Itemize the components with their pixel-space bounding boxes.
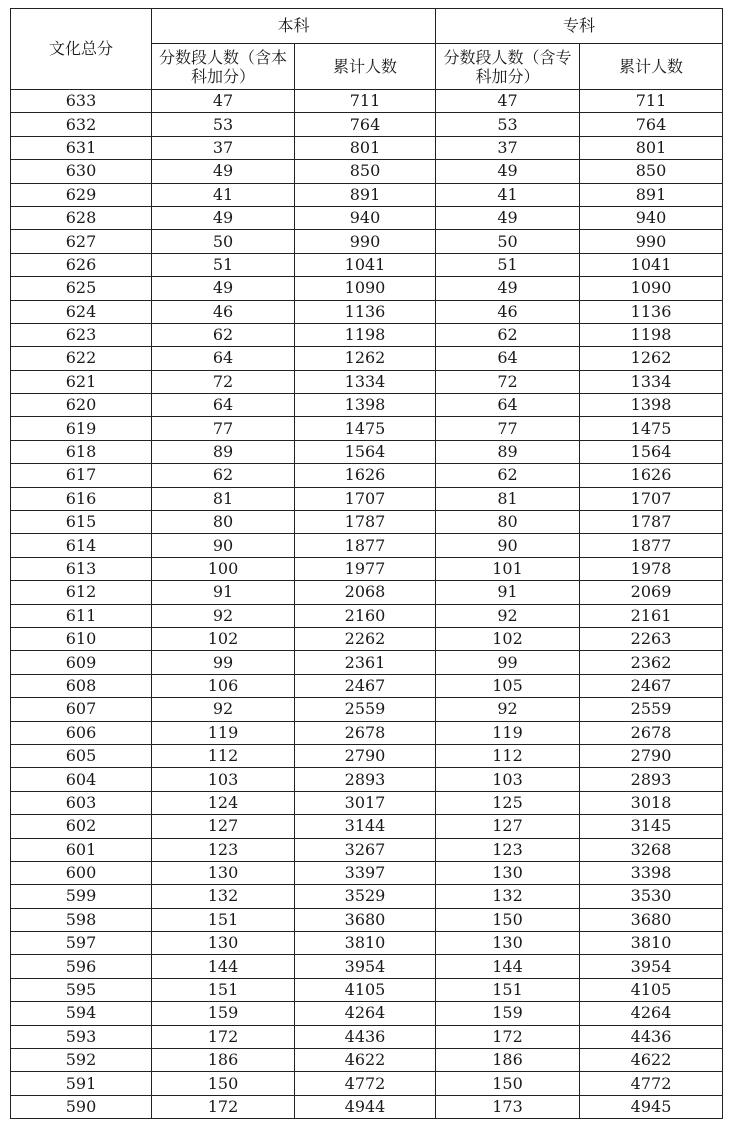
- score-cell: 590: [11, 1095, 152, 1118]
- table-row: [11, 1049, 723, 1072]
- undergrad-cumulative-cell: 3397: [295, 861, 436, 884]
- table-row: [11, 885, 723, 908]
- undergrad-cumulative-cell: 2160: [295, 604, 436, 627]
- undergrad-band-cell: 130: [152, 932, 295, 955]
- table-row: [11, 487, 723, 510]
- table-row: [11, 978, 723, 1001]
- junior-cumulative-cell: 3398: [580, 861, 723, 884]
- junior-band-cell: 101: [436, 557, 580, 580]
- undergrad-band-cell: 102: [152, 627, 295, 650]
- junior-band-cell: 77: [436, 417, 580, 440]
- junior-band-cell: 159: [436, 1002, 580, 1025]
- junior-cumulative-cell: 3530: [580, 885, 723, 908]
- undergrad-cumulative-cell: 2790: [295, 744, 436, 767]
- undergrad-cumulative-cell: 2559: [295, 698, 436, 721]
- junior-band-cell: 64: [436, 394, 580, 417]
- undergrad-band-cell: 62: [152, 464, 295, 487]
- junior-band-cell: 37: [436, 136, 580, 159]
- undergrad-cumulative-cell: 4264: [295, 1002, 436, 1025]
- score-cell: 594: [11, 1002, 152, 1025]
- score-cell: 593: [11, 1025, 152, 1048]
- undergrad-band-cell: 46: [152, 300, 295, 323]
- table-row: [11, 791, 723, 814]
- junior-cumulative-cell: 764: [580, 113, 723, 136]
- score-cell: 628: [11, 206, 152, 229]
- junior-cumulative-cell: 891: [580, 183, 723, 206]
- undergrad-band-cell: 64: [152, 394, 295, 417]
- table-row: [11, 651, 723, 674]
- junior-band-cell: 92: [436, 698, 580, 721]
- table-row: [11, 440, 723, 463]
- table-row: [11, 721, 723, 744]
- undergrad-cumulative-cell: 2678: [295, 721, 436, 744]
- junior-band-cell: 49: [436, 206, 580, 229]
- undergrad-cumulative-cell: 4622: [295, 1049, 436, 1072]
- junior-cumulative-cell: 1136: [580, 300, 723, 323]
- header-undergrad-cumulative: 累计人数: [295, 44, 436, 90]
- table-row: [11, 744, 723, 767]
- table-row: [11, 183, 723, 206]
- undergrad-cumulative-cell: 2893: [295, 768, 436, 791]
- undergrad-band-cell: 150: [152, 1072, 295, 1095]
- undergrad-band-cell: 53: [152, 113, 295, 136]
- undergrad-cumulative-cell: 1198: [295, 323, 436, 346]
- header-junior-band: 分数段人数（含专科加分）: [436, 44, 580, 90]
- junior-cumulative-cell: 1877: [580, 534, 723, 557]
- table-row: [11, 464, 723, 487]
- junior-band-cell: 103: [436, 768, 580, 791]
- score-cell: 608: [11, 674, 152, 697]
- table-row: [11, 674, 723, 697]
- table-row: [11, 136, 723, 159]
- table-row: [11, 932, 723, 955]
- undergrad-cumulative-cell: 940: [295, 206, 436, 229]
- header-undergrad-band: 分数段人数（含本科加分）: [152, 44, 295, 90]
- junior-cumulative-cell: 2362: [580, 651, 723, 674]
- table-row: [11, 113, 723, 136]
- score-cell: 632: [11, 113, 152, 136]
- undergrad-band-cell: 186: [152, 1049, 295, 1072]
- score-cell: 624: [11, 300, 152, 323]
- score-cell: 614: [11, 534, 152, 557]
- undergrad-cumulative-cell: 4105: [295, 978, 436, 1001]
- junior-cumulative-cell: 3145: [580, 815, 723, 838]
- table-row: [11, 557, 723, 580]
- score-cell: 612: [11, 581, 152, 604]
- score-cell: 603: [11, 791, 152, 814]
- table-row: [11, 206, 723, 229]
- undergrad-band-cell: 41: [152, 183, 295, 206]
- junior-band-cell: 53: [436, 113, 580, 136]
- junior-band-cell: 49: [436, 160, 580, 183]
- score-cell: 600: [11, 861, 152, 884]
- undergrad-band-cell: 127: [152, 815, 295, 838]
- undergrad-cumulative-cell: 3680: [295, 908, 436, 931]
- junior-band-cell: 173: [436, 1095, 580, 1118]
- score-cell: 592: [11, 1049, 152, 1072]
- undergrad-band-cell: 49: [152, 277, 295, 300]
- header-score: 文化总分: [11, 9, 152, 90]
- junior-cumulative-cell: 1978: [580, 557, 723, 580]
- undergrad-band-cell: 112: [152, 744, 295, 767]
- junior-band-cell: 51: [436, 253, 580, 276]
- undergrad-cumulative-cell: 1090: [295, 277, 436, 300]
- junior-band-cell: 49: [436, 277, 580, 300]
- junior-band-cell: 186: [436, 1049, 580, 1072]
- table-row: [11, 908, 723, 931]
- score-cell: 616: [11, 487, 152, 510]
- junior-band-cell: 130: [436, 932, 580, 955]
- undergrad-band-cell: 49: [152, 206, 295, 229]
- undergrad-band-cell: 144: [152, 955, 295, 978]
- undergrad-cumulative-cell: 1787: [295, 511, 436, 534]
- undergrad-band-cell: 151: [152, 908, 295, 931]
- undergrad-cumulative-cell: 1398: [295, 394, 436, 417]
- junior-band-cell: 91: [436, 581, 580, 604]
- junior-band-cell: 89: [436, 440, 580, 463]
- undergrad-cumulative-cell: 990: [295, 230, 436, 253]
- undergrad-cumulative-cell: 764: [295, 113, 436, 136]
- score-cell: 620: [11, 394, 152, 417]
- undergrad-band-cell: 51: [152, 253, 295, 276]
- undergrad-cumulative-cell: 801: [295, 136, 436, 159]
- table-row: [11, 955, 723, 978]
- undergrad-cumulative-cell: 1564: [295, 440, 436, 463]
- undergrad-band-cell: 106: [152, 674, 295, 697]
- junior-band-cell: 72: [436, 370, 580, 393]
- junior-cumulative-cell: 3018: [580, 791, 723, 814]
- table-row: [11, 300, 723, 323]
- undergrad-cumulative-cell: 3267: [295, 838, 436, 861]
- junior-band-cell: 62: [436, 464, 580, 487]
- junior-cumulative-cell: 1262: [580, 347, 723, 370]
- junior-band-cell: 150: [436, 908, 580, 931]
- table-row: [11, 90, 723, 113]
- table-header: [11, 9, 723, 90]
- score-cell: 611: [11, 604, 152, 627]
- score-cell: 627: [11, 230, 152, 253]
- undergrad-band-cell: 99: [152, 651, 295, 674]
- undergrad-band-cell: 130: [152, 861, 295, 884]
- junior-band-cell: 150: [436, 1072, 580, 1095]
- score-cell: 613: [11, 557, 152, 580]
- junior-cumulative-cell: 1090: [580, 277, 723, 300]
- undergrad-band-cell: 132: [152, 885, 295, 908]
- junior-cumulative-cell: 940: [580, 206, 723, 229]
- junior-cumulative-cell: 3810: [580, 932, 723, 955]
- junior-cumulative-cell: 3680: [580, 908, 723, 931]
- junior-band-cell: 102: [436, 627, 580, 650]
- junior-cumulative-cell: 2559: [580, 698, 723, 721]
- score-cell: 623: [11, 323, 152, 346]
- junior-cumulative-cell: 1475: [580, 417, 723, 440]
- junior-band-cell: 80: [436, 511, 580, 534]
- undergrad-cumulative-cell: 1626: [295, 464, 436, 487]
- junior-band-cell: 99: [436, 651, 580, 674]
- table-row: [11, 160, 723, 183]
- junior-band-cell: 105: [436, 674, 580, 697]
- undergrad-cumulative-cell: 1334: [295, 370, 436, 393]
- score-cell: 605: [11, 744, 152, 767]
- junior-cumulative-cell: 801: [580, 136, 723, 159]
- header-junior-cumulative: 累计人数: [580, 44, 723, 90]
- undergrad-band-cell: 50: [152, 230, 295, 253]
- undergrad-cumulative-cell: 850: [295, 160, 436, 183]
- undergrad-cumulative-cell: 1041: [295, 253, 436, 276]
- junior-band-cell: 62: [436, 323, 580, 346]
- undergrad-band-cell: 81: [152, 487, 295, 510]
- junior-cumulative-cell: 3954: [580, 955, 723, 978]
- table-row: [11, 323, 723, 346]
- junior-band-cell: 81: [436, 487, 580, 510]
- undergrad-cumulative-cell: 1877: [295, 534, 436, 557]
- junior-cumulative-cell: 1564: [580, 440, 723, 463]
- junior-band-cell: 172: [436, 1025, 580, 1048]
- undergrad-cumulative-cell: 2361: [295, 651, 436, 674]
- junior-band-cell: 92: [436, 604, 580, 627]
- junior-cumulative-cell: 2069: [580, 581, 723, 604]
- junior-band-cell: 112: [436, 744, 580, 767]
- undergrad-band-cell: 72: [152, 370, 295, 393]
- undergrad-cumulative-cell: 711: [295, 90, 436, 113]
- score-cell: 615: [11, 511, 152, 534]
- junior-cumulative-cell: 1787: [580, 511, 723, 534]
- junior-cumulative-cell: 2161: [580, 604, 723, 627]
- table-row: [11, 861, 723, 884]
- undergrad-band-cell: 49: [152, 160, 295, 183]
- undergrad-cumulative-cell: 2262: [295, 627, 436, 650]
- table-row: [11, 838, 723, 861]
- undergrad-band-cell: 172: [152, 1095, 295, 1118]
- junior-cumulative-cell: 1334: [580, 370, 723, 393]
- undergrad-band-cell: 91: [152, 581, 295, 604]
- table-row: [11, 230, 723, 253]
- score-cell: 622: [11, 347, 152, 370]
- table-row: [11, 394, 723, 417]
- junior-cumulative-cell: 4105: [580, 978, 723, 1001]
- junior-cumulative-cell: 2893: [580, 768, 723, 791]
- undergrad-band-cell: 92: [152, 604, 295, 627]
- junior-cumulative-cell: 1398: [580, 394, 723, 417]
- score-cell: 602: [11, 815, 152, 838]
- undergrad-band-cell: 37: [152, 136, 295, 159]
- undergrad-band-cell: 151: [152, 978, 295, 1001]
- undergrad-cumulative-cell: 1136: [295, 300, 436, 323]
- table-row: [11, 417, 723, 440]
- score-cell: 595: [11, 978, 152, 1001]
- junior-band-cell: 46: [436, 300, 580, 323]
- score-cell: 610: [11, 627, 152, 650]
- undergrad-band-cell: 89: [152, 440, 295, 463]
- table-row: [11, 347, 723, 370]
- junior-cumulative-cell: 2790: [580, 744, 723, 767]
- undergrad-band-cell: 80: [152, 511, 295, 534]
- undergrad-band-cell: 172: [152, 1025, 295, 1048]
- score-cell: 607: [11, 698, 152, 721]
- undergrad-band-cell: 100: [152, 557, 295, 580]
- table-row: [11, 815, 723, 838]
- score-cell: 629: [11, 183, 152, 206]
- junior-band-cell: 41: [436, 183, 580, 206]
- junior-cumulative-cell: 990: [580, 230, 723, 253]
- table-row: [11, 253, 723, 276]
- junior-cumulative-cell: 1707: [580, 487, 723, 510]
- undergrad-band-cell: 92: [152, 698, 295, 721]
- undergrad-cumulative-cell: 1262: [295, 347, 436, 370]
- undergrad-cumulative-cell: 1707: [295, 487, 436, 510]
- score-distribution-sheet: [10, 8, 722, 1119]
- undergrad-cumulative-cell: 4436: [295, 1025, 436, 1048]
- table-body: [11, 90, 723, 1119]
- junior-cumulative-cell: 1041: [580, 253, 723, 276]
- undergrad-band-cell: 47: [152, 90, 295, 113]
- score-cell: 618: [11, 440, 152, 463]
- header-junior: 专科: [436, 9, 723, 44]
- score-cell: 617: [11, 464, 152, 487]
- score-distribution-table: [10, 8, 723, 1119]
- table-row: [11, 511, 723, 534]
- score-cell: 625: [11, 277, 152, 300]
- junior-cumulative-cell: 2678: [580, 721, 723, 744]
- junior-cumulative-cell: 4436: [580, 1025, 723, 1048]
- table-row: [11, 627, 723, 650]
- junior-band-cell: 47: [436, 90, 580, 113]
- junior-cumulative-cell: 4264: [580, 1002, 723, 1025]
- table-row: [11, 604, 723, 627]
- junior-band-cell: 125: [436, 791, 580, 814]
- undergrad-cumulative-cell: 4772: [295, 1072, 436, 1095]
- score-cell: 631: [11, 136, 152, 159]
- table-row: [11, 1025, 723, 1048]
- score-cell: 621: [11, 370, 152, 393]
- score-cell: 606: [11, 721, 152, 744]
- score-cell: 604: [11, 768, 152, 791]
- undergrad-cumulative-cell: 891: [295, 183, 436, 206]
- table-row: [11, 370, 723, 393]
- junior-band-cell: 132: [436, 885, 580, 908]
- undergrad-band-cell: 159: [152, 1002, 295, 1025]
- undergrad-cumulative-cell: 3810: [295, 932, 436, 955]
- junior-cumulative-cell: 2263: [580, 627, 723, 650]
- junior-cumulative-cell: 711: [580, 90, 723, 113]
- undergrad-cumulative-cell: 3529: [295, 885, 436, 908]
- junior-band-cell: 144: [436, 955, 580, 978]
- undergrad-band-cell: 64: [152, 347, 295, 370]
- junior-band-cell: 130: [436, 861, 580, 884]
- table-row: [11, 277, 723, 300]
- undergrad-band-cell: 90: [152, 534, 295, 557]
- junior-band-cell: 151: [436, 978, 580, 1001]
- undergrad-cumulative-cell: 1475: [295, 417, 436, 440]
- score-cell: 619: [11, 417, 152, 440]
- junior-band-cell: 90: [436, 534, 580, 557]
- undergrad-band-cell: 103: [152, 768, 295, 791]
- undergrad-cumulative-cell: 1977: [295, 557, 436, 580]
- table-row: [11, 1095, 723, 1118]
- junior-cumulative-cell: 4945: [580, 1095, 723, 1118]
- score-cell: 626: [11, 253, 152, 276]
- undergrad-cumulative-cell: 3144: [295, 815, 436, 838]
- score-cell: 598: [11, 908, 152, 931]
- undergrad-band-cell: 123: [152, 838, 295, 861]
- score-cell: 633: [11, 90, 152, 113]
- junior-cumulative-cell: 850: [580, 160, 723, 183]
- junior-band-cell: 119: [436, 721, 580, 744]
- table-row: [11, 698, 723, 721]
- score-cell: 591: [11, 1072, 152, 1095]
- junior-cumulative-cell: 1626: [580, 464, 723, 487]
- junior-cumulative-cell: 4622: [580, 1049, 723, 1072]
- junior-band-cell: 64: [436, 347, 580, 370]
- undergrad-band-cell: 119: [152, 721, 295, 744]
- score-cell: 609: [11, 651, 152, 674]
- table-row: [11, 1002, 723, 1025]
- undergrad-band-cell: 77: [152, 417, 295, 440]
- table-row: [11, 534, 723, 557]
- score-cell: 597: [11, 932, 152, 955]
- junior-band-cell: 50: [436, 230, 580, 253]
- junior-band-cell: 123: [436, 838, 580, 861]
- score-cell: 596: [11, 955, 152, 978]
- table-row: [11, 581, 723, 604]
- undergrad-cumulative-cell: 2467: [295, 674, 436, 697]
- header-undergrad: 本科: [152, 9, 436, 44]
- score-cell: 601: [11, 838, 152, 861]
- undergrad-band-cell: 124: [152, 791, 295, 814]
- undergrad-cumulative-cell: 3017: [295, 791, 436, 814]
- score-cell: 630: [11, 160, 152, 183]
- undergrad-band-cell: 62: [152, 323, 295, 346]
- undergrad-cumulative-cell: 2068: [295, 581, 436, 604]
- undergrad-cumulative-cell: 3954: [295, 955, 436, 978]
- table-row: [11, 1072, 723, 1095]
- junior-cumulative-cell: 3268: [580, 838, 723, 861]
- junior-cumulative-cell: 4772: [580, 1072, 723, 1095]
- junior-cumulative-cell: 1198: [580, 323, 723, 346]
- junior-cumulative-cell: 2467: [580, 674, 723, 697]
- junior-band-cell: 127: [436, 815, 580, 838]
- score-cell: 599: [11, 885, 152, 908]
- table-row: [11, 768, 723, 791]
- undergrad-cumulative-cell: 4944: [295, 1095, 436, 1118]
